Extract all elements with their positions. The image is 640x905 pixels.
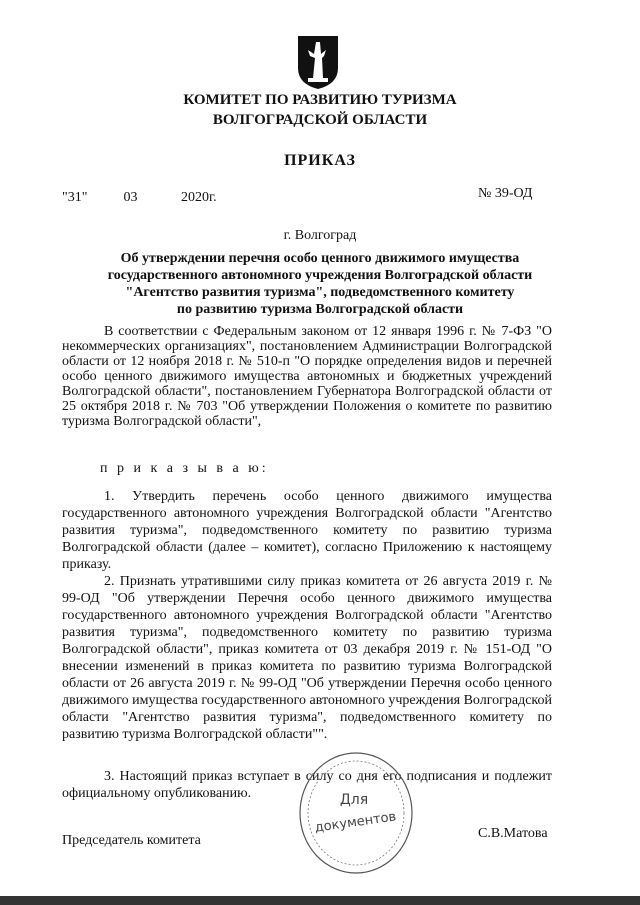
order-word: п р и к а з ы в а ю: [100,461,269,476]
order-item-3: 3. Настоящий приказ вступает в силу со дня его подписания и подлежит официальному опубликованию. [62,769,552,801]
scan-edge-bar [0,896,640,905]
subject-line: государственного автономного учреждения Волгоградской области [107,268,533,283]
stamp-text-2: документов [313,809,398,836]
org-name-line2: ВОЛГОГРАДСКОЙ ОБЛАСТИ [212,112,428,128]
city: г. Волгоград [283,228,357,243]
order-item-2: 2. Признать утратившими силу приказ комитета от 26 августа 2019 г. № 99-ОД "Об утверждении Перечня особо ценного движимого имущества государственного автономного учреждения Волгоградской области "Агентство развития туризма", подведомственного комитету по развитию туризма Волгоградской области", приказ комитета от 03 декабря 2019 г. № 151-ОД "О внесении изменений в приказ комитета по развитию туризма Волгоградской области от 26 августа 2019 г. № 99-ОД "Об утверждении Перечня особо ценного движимого имущества государственного автономного учреждения Волгоградской области "Агентство развития туризма", подведомственного комитету по развитию туризма Волгоградской области"". [62,574,552,742]
date-month: 03 [123,190,138,205]
signatory-position: Председатель комитета [62,833,201,848]
stamp-text-1: Для [339,792,369,808]
order-number: № 39-ОД [478,186,533,201]
subject-line: Об утверждении перечня особо ценного движимого имущества [120,251,520,266]
org-name-line1: КОМИТЕТ ПО РАЗВИТИЮ ТУРИЗМА [183,92,457,108]
order-item-1: 1. Утвердить перечень особо ценного движимого имущества государственного автономного учреждения Волгоградской области "Агентство развития туризма", подведомственного комитету по развитию туризма Волгоградской области (далее – комитет), согласно Приложению к настоящему приказу. [62,489,552,572]
seal-stamp [296,748,416,878]
date-year: 2020г. [181,190,217,205]
subject-line: по развитию туризма Волгоградской области [176,302,464,317]
coat-of-arms-emblem [296,34,340,90]
document-type-title: ПРИКАЗ [284,152,356,169]
date-day: "31" [62,190,88,205]
preamble-paragraph: В соответствии с Федеральным законом от 12 января 1996 г. № 7-ФЗ "О некоммерческих организациях", постановлением Администрации Волгоградской области от 12 ноября 2018 г. № 510-п "О порядке определения видов и перечней особо ценного движимого имущества автономных и бюджетных учреждений Волгоградской области", постановлением Губернатора Волгоградской области от 25 октября 2018 г. № 703 "Об утверждении Положения о комитете по развитию туризма Волгоградской области", [62,324,552,429]
order-subject [62,250,578,318]
subject-line: "Агентство развития туризма", подведомственного комитету [125,285,515,300]
signatory-name: С.В.Матова [478,826,548,841]
order-date [62,190,217,206]
